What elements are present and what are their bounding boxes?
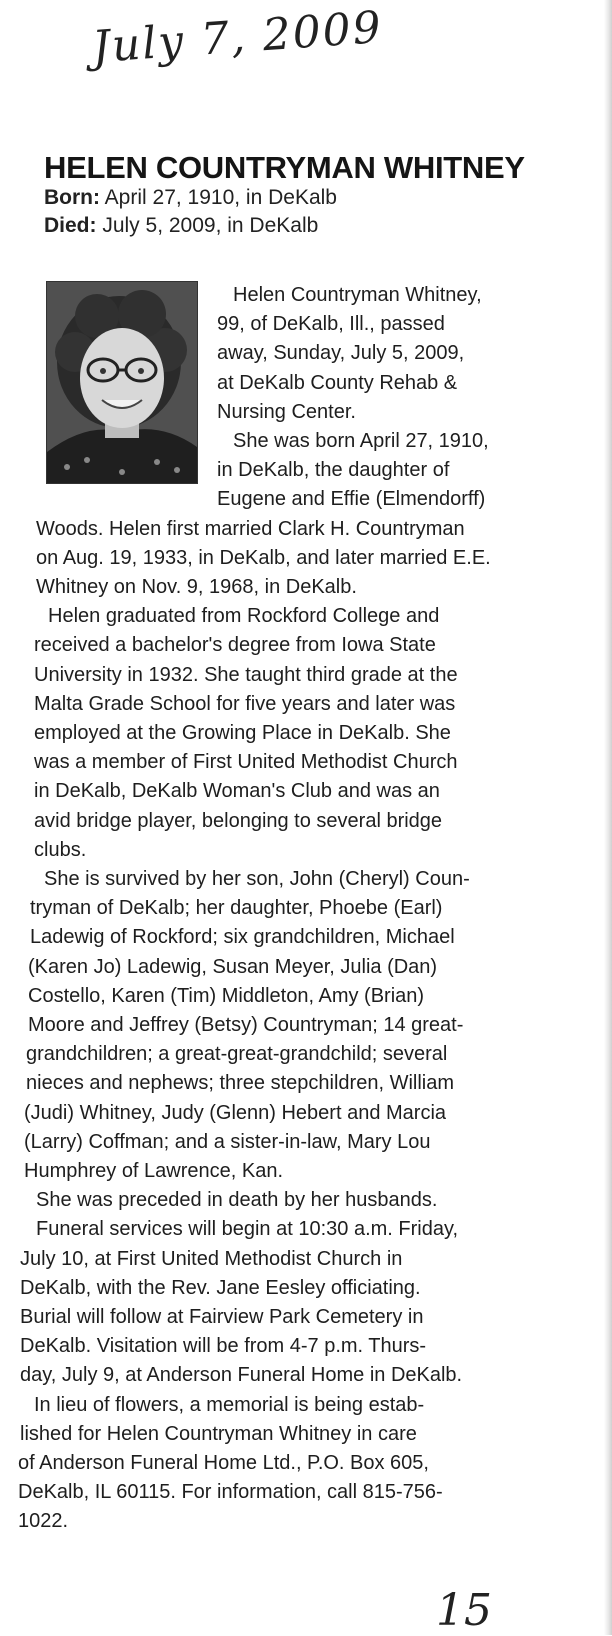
died-value: July 5, 2009, in DeKalb — [96, 214, 319, 237]
body-line: lished for Helen Countryman Whitney in care — [20, 1423, 417, 1445]
body-line: She is survived by her son, John (Cheryl) Coun- — [44, 868, 470, 890]
died-label: Died: — [44, 214, 97, 237]
body-line: day, July 9, at Anderson Funeral Home in DeKalb. — [20, 1364, 463, 1386]
body-line: was a member of First United Methodist Church — [34, 751, 458, 773]
body-line: (Judi) Whitney, Judy (Glenn) Hebert and Marcia — [24, 1102, 447, 1124]
body-line: Helen Countryman Whitney, — [233, 284, 482, 306]
body-line: avid bridge player, belonging to several bridge — [34, 810, 443, 832]
body-line: Eugene and Effie (Elmendorff) — [217, 488, 486, 510]
body-line: 99, of DeKalb, Ill., passed — [217, 313, 445, 335]
obituary-headline: HELEN COUNTRYMAN WHITNEY — [44, 150, 525, 185]
portrait-photo — [46, 281, 198, 484]
body-line: received a bachelor's degree from Iowa State — [34, 634, 436, 656]
body-line: away, Sunday, July 5, 2009, — [217, 342, 465, 364]
body-line: Moore and Jeffrey (Betsy) Countryman; 14 great- — [28, 1014, 464, 1036]
body-line: grandchildren; a great-great-grandchild; several — [26, 1043, 448, 1065]
body-line: Costello, Karen (Tim) Middleton, Amy (Brian) — [28, 985, 425, 1007]
body-line: Nursing Center. — [217, 401, 356, 423]
body-line: Burial will follow at Fairview Park Cemetery in — [20, 1306, 424, 1328]
handwritten-date: July 7, 2009 — [90, 1, 385, 74]
body-line: in DeKalb, DeKalb Woman's Club and was an — [34, 780, 440, 802]
body-line: Ladewig of Rockford; six grandchildren, Michael — [30, 926, 455, 948]
body-line: University in 1932. She taught third grade at the — [34, 664, 458, 686]
body-line: DeKalb, with the Rev. Jane Eesley officiating. — [20, 1277, 421, 1299]
body-line: Woods. Helen first married Clark H. Countryman — [36, 518, 465, 540]
body-line: Helen graduated from Rockford College and — [48, 605, 440, 627]
body-line: In lieu of flowers, a memorial is being estab- — [34, 1394, 425, 1416]
died-line — [44, 214, 318, 238]
body-line: of Anderson Funeral Home Ltd., P.O. Box 605, — [18, 1452, 429, 1474]
born-value: April 27, 1910, in DeKalb — [100, 186, 337, 209]
body-line: She was born April 27, 1910, — [233, 430, 489, 452]
body-line: at DeKalb County Rehab & — [217, 372, 458, 394]
body-line: 1022. — [18, 1510, 69, 1532]
body-line: July 10, at First United Methodist Church in — [20, 1248, 403, 1270]
body-line: employed at the Growing Place in DeKalb. She — [34, 722, 451, 744]
body-line: Malta Grade School for five years and later was — [34, 693, 456, 715]
handwritten-page-number: 15 — [436, 1585, 492, 1636]
body-line: Humphrey of Lawrence, Kan. — [24, 1160, 284, 1182]
born-label: Born: — [44, 186, 100, 209]
body-line: in DeKalb, the daughter of — [217, 459, 450, 481]
scan-edge — [604, 0, 612, 1635]
body-line: tryman of DeKalb; her daughter, Phoebe (Earl) — [30, 897, 443, 919]
body-line: Whitney on Nov. 9, 1968, in DeKalb. — [36, 576, 357, 598]
body-line: on Aug. 19, 1933, in DeKalb, and later married E.E. — [36, 547, 491, 569]
body-line: DeKalb. Visitation will be from 4-7 p.m. Thurs- — [20, 1335, 427, 1357]
body-line: Funeral services will begin at 10:30 a.m. Friday, — [36, 1218, 459, 1240]
body-line: (Karen Jo) Ladewig, Susan Meyer, Julia (Dan) — [28, 956, 438, 978]
body-line: clubs. — [34, 839, 87, 861]
body-line: DeKalb, IL 60115. For information, call 815-756- — [18, 1481, 443, 1503]
body-line: (Larry) Coffman; and a sister-in-law, Mary Lou — [24, 1131, 431, 1153]
born-line — [44, 186, 337, 210]
portrait-image — [47, 282, 197, 483]
body-line: She was preceded in death by her husbands. — [36, 1189, 438, 1211]
body-line: nieces and nephews; three stepchildren, William — [26, 1072, 454, 1094]
